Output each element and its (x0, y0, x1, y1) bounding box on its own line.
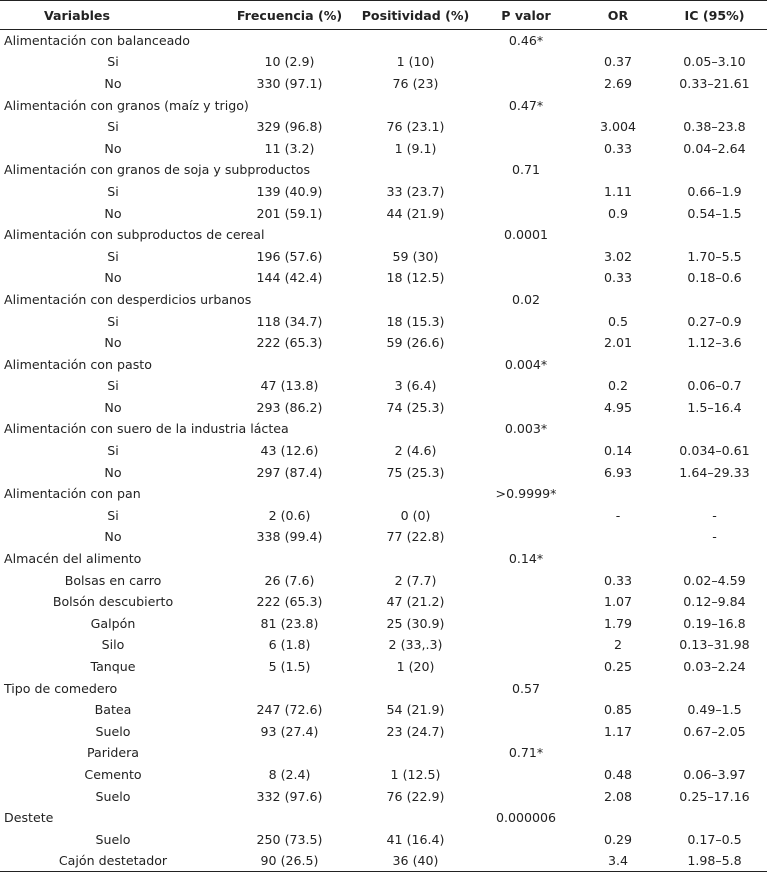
or-cell: 1.17 (603, 723, 633, 739)
frecuencia-cell: 222 (65.3) (256, 335, 323, 351)
p-valor-cell (478, 699, 574, 721)
table-row (0, 51, 767, 73)
header-frecuencia: Frecuencia (%) (226, 1, 353, 30)
or-cell: 1.79 (603, 615, 633, 631)
or-cell: 0.33 (603, 140, 633, 156)
category-label: Si (107, 443, 119, 459)
or-cell: 3.4 (574, 850, 662, 872)
category-label: Paridera (86, 745, 140, 761)
table-row (0, 505, 767, 527)
ic-cell: 1.5–16.4 (687, 399, 742, 415)
p-valor-cell (478, 461, 574, 483)
ic-cell: 0.03–2.24 (683, 659, 746, 675)
header-variables: Variables (0, 1, 226, 30)
positividad-cell (353, 30, 478, 52)
ic-cell: 0.17–0.5 (687, 831, 742, 847)
p-valor-cell (478, 505, 574, 527)
table-row (0, 397, 767, 419)
category-label: Galpón (90, 615, 136, 631)
frecuencia-cell: 90 (26.5) (226, 850, 353, 872)
positividad-cell: 76 (22.9) (386, 788, 445, 804)
ic-cell: 1.12–3.6 (687, 335, 742, 351)
category-label: No (104, 270, 122, 286)
p-valor-cell: 0.14* (508, 551, 544, 567)
positividad-cell: 76 (23) (392, 75, 439, 91)
category-label: Suelo (95, 831, 131, 847)
positividad-cell: 18 (15.3) (386, 313, 445, 329)
category-label: Cemento (84, 766, 142, 782)
table-row (0, 73, 767, 95)
ic-cell: 0.27–0.9 (687, 313, 742, 329)
group-row (0, 483, 767, 505)
category-label: No (104, 205, 122, 221)
p-valor-cell (478, 656, 574, 678)
frecuencia-cell: 222 (65.3) (256, 594, 323, 610)
table-row (0, 850, 767, 872)
ic-cell: 1.64–29.33 (679, 464, 750, 480)
frecuencia-cell: 6 (1.8) (268, 637, 311, 653)
variable-label: Alimentación con granos (maíz y trigo) (4, 97, 249, 113)
category-label: Suelo (95, 723, 131, 739)
or-cell (574, 224, 662, 246)
positividad-cell (353, 807, 478, 829)
category-label: Silo (101, 637, 125, 653)
positividad-cell: 59 (30) (392, 248, 439, 264)
ic-cell: 0.034–0.61 (679, 443, 750, 459)
p-valor-cell (478, 721, 574, 743)
variable-label: Alimentación con suero de la industria láctea (4, 421, 289, 437)
positividad-cell: 74 (25.3) (386, 399, 445, 415)
frecuencia-cell: 338 (99.4) (256, 529, 323, 545)
table-row (0, 181, 767, 203)
or-cell: 3.02 (603, 248, 633, 264)
ic-cell: 0.05–3.10 (683, 54, 746, 70)
or-cell: 1.11 (603, 183, 633, 199)
p-valor-cell (478, 51, 574, 73)
or-cell: 2 (613, 637, 622, 653)
category-label: Si (107, 54, 119, 70)
positividad-cell: 59 (26.6) (386, 335, 445, 351)
or-cell (574, 94, 662, 116)
group-row (0, 807, 767, 829)
or-cell: 2.01 (603, 335, 633, 351)
table-row (0, 634, 767, 656)
table-row (0, 656, 767, 678)
table-row (0, 591, 767, 613)
or-cell: 0.9 (607, 205, 629, 221)
table-row (0, 440, 767, 462)
ic-cell (662, 418, 767, 440)
frecuencia-cell (226, 353, 353, 375)
positividad-cell (353, 289, 478, 311)
ic-cell: 0.67–2.05 (683, 723, 746, 739)
variable-label: Alimentación con subproductos de cereal (4, 227, 265, 243)
frecuencia-cell: 10 (2.9) (264, 54, 315, 70)
table-body (0, 30, 767, 872)
ic-cell: 0.25–17.16 (679, 788, 750, 804)
ic-cell (662, 807, 767, 829)
or-cell: - (615, 507, 621, 523)
p-valor-cell: 0.47* (508, 97, 544, 113)
positividad-cell: 23 (24.7) (386, 723, 445, 739)
positividad-cell (353, 94, 478, 116)
frecuencia-cell: 250 (73.5) (256, 831, 323, 847)
table-row (0, 569, 767, 591)
or-cell (574, 548, 662, 570)
variable-label: Almacén del alimento (4, 551, 142, 567)
table-header (0, 1, 767, 30)
table-row (0, 137, 767, 159)
table-row (0, 613, 767, 635)
positividad-cell: 25 (30.9) (386, 615, 445, 631)
or-cell (574, 483, 662, 505)
header-ic: IC (95%) (662, 1, 767, 30)
p-valor-cell (478, 440, 574, 462)
positividad-cell: 54 (21.9) (386, 702, 445, 718)
positividad-cell: 77 (22.8) (386, 529, 445, 545)
variable-label: Alimentación con balanceado (4, 33, 190, 49)
ic-cell: 0.02–4.59 (683, 572, 746, 588)
or-cell: 2.69 (603, 75, 633, 91)
p-valor-cell (478, 569, 574, 591)
ic-cell (662, 289, 767, 311)
group-row (0, 289, 767, 311)
p-valor-cell (478, 613, 574, 635)
ic-cell: 0.38–23.8 (683, 119, 746, 135)
header-or: OR (574, 1, 662, 30)
group-row (0, 353, 767, 375)
p-valor-cell: 0.000006 (495, 810, 557, 826)
positividad-cell (353, 418, 478, 440)
frecuencia-cell: 43 (12.6) (260, 443, 319, 459)
positividad-cell: 2 (33,.3) (388, 637, 443, 653)
positividad-cell: 2 (7.7) (394, 572, 437, 588)
ic-cell (662, 548, 767, 570)
category-label: No (104, 335, 122, 351)
category-label: Cajón destetador (0, 850, 226, 872)
frecuencia-cell: 47 (13.8) (260, 378, 319, 394)
frecuencia-cell: 139 (40.9) (256, 183, 323, 199)
ic-cell (662, 353, 767, 375)
p-valor-cell (478, 850, 574, 872)
positividad-cell: 18 (12.5) (386, 270, 445, 286)
or-cell: 4.95 (603, 399, 633, 415)
ic-cell: 0.49–1.5 (687, 702, 742, 718)
table-row (0, 310, 767, 332)
table-row (0, 267, 767, 289)
or-cell (574, 677, 662, 699)
frecuencia-cell: 26 (7.6) (264, 572, 315, 588)
ic-cell (662, 742, 767, 764)
ic-cell: 0.18–0.6 (687, 270, 742, 286)
or-cell: 1.07 (603, 594, 633, 610)
table-row (0, 202, 767, 224)
p-valor-cell: 0.0001 (503, 227, 549, 243)
or-cell: 0.33 (603, 572, 633, 588)
group-row (0, 159, 767, 181)
p-valor-cell (478, 828, 574, 850)
table-row (0, 332, 767, 354)
p-valor-cell (478, 764, 574, 786)
ic-cell: - (712, 529, 717, 545)
positividad-cell (353, 224, 478, 246)
p-valor-cell (478, 181, 574, 203)
positividad-cell: 76 (23.1) (386, 119, 445, 135)
frecuencia-cell: 5 (1.5) (268, 659, 311, 675)
p-valor-cell (478, 202, 574, 224)
ic-cell: 1.98–5.8 (662, 850, 767, 872)
p-valor-cell (478, 267, 574, 289)
ic-cell: 0.06–0.7 (687, 378, 742, 394)
or-cell: 3.004 (599, 119, 637, 135)
positividad-cell (353, 159, 478, 181)
positividad-cell: 41 (16.4) (386, 831, 445, 847)
table-row (0, 828, 767, 850)
frecuencia-cell: 330 (97.1) (256, 75, 323, 91)
p-valor-cell (478, 310, 574, 332)
group-row (0, 418, 767, 440)
or-cell (574, 30, 662, 52)
ic-cell: 0.66–1.9 (687, 183, 742, 199)
ic-cell: 0.54–1.5 (687, 205, 742, 221)
frecuencia-cell: 118 (34.7) (256, 313, 323, 329)
positividad-cell: 36 (40) (353, 850, 478, 872)
positividad-cell (353, 677, 478, 699)
or-cell: 0.2 (607, 378, 629, 394)
ic-cell (662, 224, 767, 246)
or-cell: 0.37 (603, 54, 633, 70)
positividad-cell: 1 (9.1) (394, 140, 437, 156)
category-label: No (104, 399, 122, 415)
or-cell: 0.29 (603, 831, 633, 847)
variable-label: Alimentación con pasto (4, 356, 152, 372)
category-label: Si (107, 313, 119, 329)
or-cell (574, 807, 662, 829)
or-cell (574, 418, 662, 440)
ic-cell: 0.19–16.8 (683, 615, 746, 631)
p-valor-cell (478, 634, 574, 656)
group-row (0, 548, 767, 570)
p-valor-cell: 0.71* (508, 745, 544, 761)
frecuencia-cell: 2 (0.6) (268, 507, 311, 523)
or-cell: 0.25 (603, 659, 633, 675)
or-cell (574, 742, 662, 764)
ic-cell: 0.33–21.61 (679, 75, 750, 91)
or-cell: 6.93 (603, 464, 633, 480)
p-valor-cell: 0.57 (511, 680, 541, 696)
p-valor-cell (478, 526, 574, 548)
p-valor-cell: 0.02 (511, 291, 541, 307)
ic-cell (662, 483, 767, 505)
frecuencia-cell: 329 (96.8) (256, 119, 323, 135)
frecuencia-cell: 247 (72.6) (256, 702, 323, 718)
ic-cell: 0.04–2.64 (683, 140, 746, 156)
variable-label: Alimentación con pan (4, 486, 141, 502)
ic-cell: 1.70–5.5 (687, 248, 742, 264)
ic-cell: 0.13–31.98 (679, 637, 750, 653)
p-valor-cell: >0.9999* (495, 486, 557, 502)
positividad-cell: 47 (21.2) (386, 594, 445, 610)
group-row (0, 94, 767, 116)
p-valor-cell (478, 137, 574, 159)
table-row (0, 526, 767, 548)
positividad-cell: 3 (6.4) (394, 378, 437, 394)
category-label: Bolsón descubierto (52, 594, 174, 610)
p-valor-cell (478, 245, 574, 267)
table-row (0, 785, 767, 807)
or-cell (574, 289, 662, 311)
ic-cell (662, 94, 767, 116)
table-row (0, 721, 767, 743)
category-label: Si (107, 183, 119, 199)
category-label: Batea (94, 702, 132, 718)
or-cell (574, 526, 662, 548)
p-valor-cell: 0.46* (508, 33, 544, 49)
ic-cell: 0.06–3.97 (683, 766, 746, 782)
p-valor-cell (478, 397, 574, 419)
frecuencia-cell: 8 (2.4) (268, 766, 311, 782)
positividad-cell: 1 (12.5) (390, 766, 441, 782)
category-label: Si (107, 248, 119, 264)
table-row (0, 699, 767, 721)
variable-label: Destete (4, 810, 54, 826)
header-p-valor: P valor (478, 1, 574, 30)
positividad-cell: 1 (10) (396, 54, 435, 70)
category-label: No (104, 75, 122, 91)
positividad-cell (353, 742, 478, 764)
frecuencia-cell: 144 (42.4) (256, 270, 323, 286)
or-cell: 0.5 (607, 313, 629, 329)
positividad-cell: 44 (21.9) (386, 205, 445, 221)
ic-cell (662, 159, 767, 181)
frecuencia-cell: 196 (57.6) (256, 248, 323, 264)
frecuencia-cell: 11 (3.2) (264, 140, 315, 156)
table-row (0, 461, 767, 483)
category-label: Suelo (95, 788, 131, 804)
frecuencia-cell (226, 483, 353, 505)
category-label: Si (107, 119, 119, 135)
or-cell: 0.48 (603, 766, 633, 782)
ic-cell: 0.12–9.84 (683, 594, 746, 610)
category-label: No (104, 140, 122, 156)
p-valor-cell: 0.71 (511, 162, 541, 178)
positividad-cell: 2 (4.6) (394, 443, 437, 459)
frecuencia-cell: 332 (97.6) (256, 788, 323, 804)
group-row (0, 224, 767, 246)
positividad-cell (353, 353, 478, 375)
header-positividad: Positividad (%) (353, 1, 478, 30)
group-row (0, 30, 767, 52)
table-row (0, 245, 767, 267)
frecuencia-cell: 93 (27.4) (260, 723, 319, 739)
positividad-cell: 75 (25.3) (386, 464, 445, 480)
or-cell: 0.85 (603, 702, 633, 718)
category-label: No (104, 464, 122, 480)
p-valor-cell (478, 116, 574, 138)
frecuencia-cell (226, 30, 353, 52)
category-label: Tanque (90, 659, 136, 675)
frecuencia-cell (226, 742, 353, 764)
or-cell: 0.33 (603, 270, 633, 286)
p-valor-cell (478, 73, 574, 95)
variable-label: Tipo de comedero (4, 680, 118, 696)
frecuencia-cell: 201 (59.1) (256, 205, 323, 221)
category-label: Bolsas en carro (64, 572, 162, 588)
table-row (0, 116, 767, 138)
p-valor-cell (478, 785, 574, 807)
frecuencia-cell (226, 677, 353, 699)
positividad-cell (353, 483, 478, 505)
positividad-cell: 33 (23.7) (386, 183, 445, 199)
positividad-cell: 1 (20) (396, 659, 435, 675)
ic-cell: - (712, 507, 717, 523)
category-label: No (104, 529, 122, 545)
ic-cell (662, 30, 767, 52)
frecuencia-cell (226, 548, 353, 570)
frecuencia-cell: 297 (87.4) (256, 464, 323, 480)
frecuencia-cell: 293 (86.2) (256, 399, 323, 415)
p-valor-cell (478, 332, 574, 354)
or-cell (574, 159, 662, 181)
p-valor-cell: 0.004* (504, 356, 548, 372)
p-valor-cell: 0.003* (504, 421, 548, 437)
group-row (0, 677, 767, 699)
table-row (0, 742, 767, 764)
variable-label: Alimentación con granos de soja y subproductos (4, 162, 311, 178)
p-valor-cell (478, 591, 574, 613)
or-cell: 2.08 (603, 788, 633, 804)
ic-cell (662, 677, 767, 699)
positividad-cell: 0 (0) (400, 507, 431, 523)
header-row (0, 1, 767, 30)
frecuencia-cell: 81 (23.8) (260, 615, 319, 631)
p-valor-cell (478, 375, 574, 397)
category-label: Si (107, 507, 119, 523)
positividad-cell (353, 548, 478, 570)
table-row (0, 375, 767, 397)
or-cell (574, 353, 662, 375)
category-label: Si (107, 378, 119, 394)
frecuencia-cell (226, 807, 353, 829)
or-cell: 0.14 (603, 443, 633, 459)
table-row (0, 764, 767, 786)
variable-label: Alimentación con desperdicios urbanos (4, 291, 252, 307)
